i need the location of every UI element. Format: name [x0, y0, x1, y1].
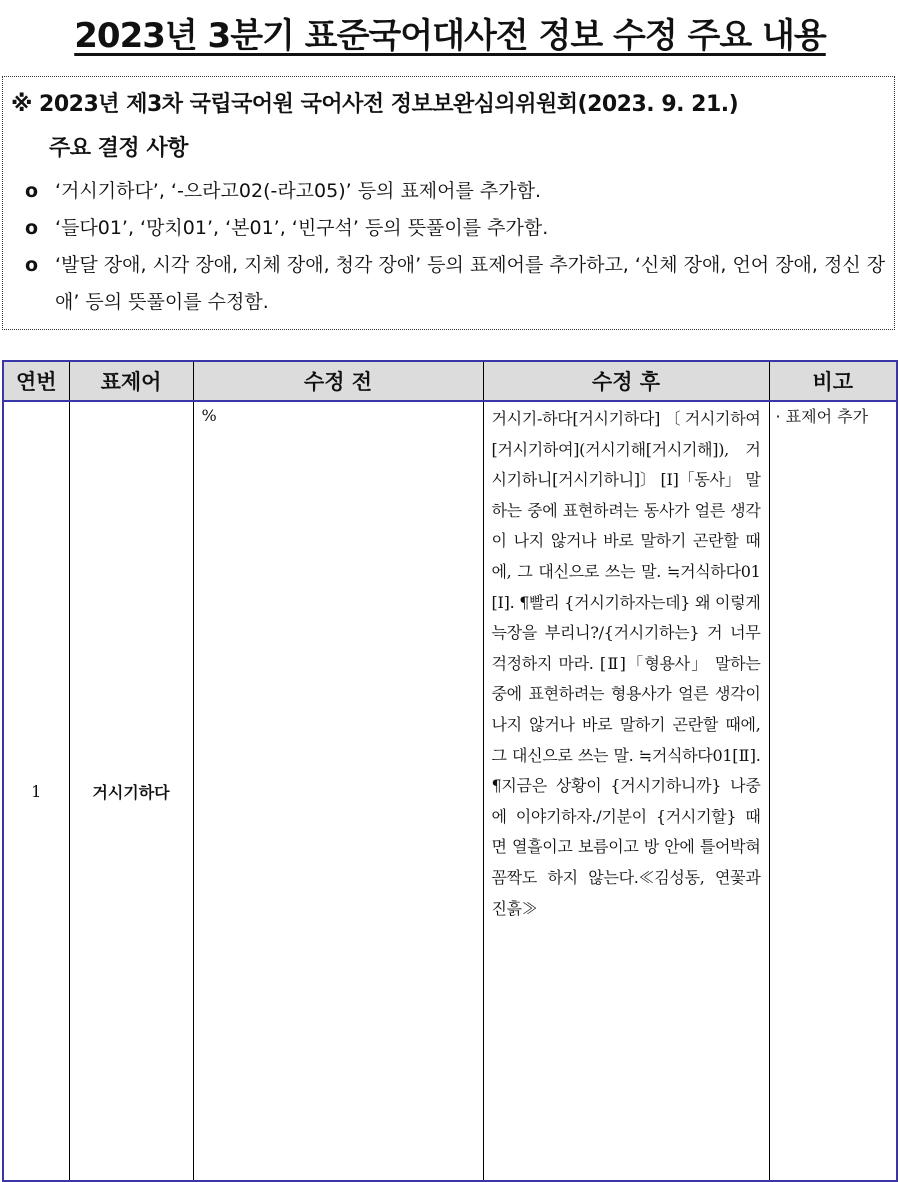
header-before: 수정 전 [193, 361, 483, 401]
summary-bullet [25, 247, 891, 321]
decision-summary-box [2, 76, 895, 330]
cell-no: 1 [3, 401, 69, 1181]
bullet-text: ‘거시기하다’, ‘-으라고02(-라고05)’ 등의 표제어를 추가함. [55, 180, 542, 202]
cell-headword: 거시기하다 [69, 401, 193, 1181]
revision-table [2, 360, 898, 1182]
table-header-row [3, 361, 897, 401]
table-row [3, 401, 897, 1181]
summary-heading [11, 83, 891, 171]
bullet-mark: o [25, 217, 39, 239]
summary-bullet [25, 173, 891, 210]
summary-bullet-list [25, 173, 891, 321]
bullet-mark: o [25, 254, 39, 276]
page-title: 2023년 3분기 표준국어대사전 정보 수정 주요 내용 [74, 16, 826, 56]
header-note: 비고 [769, 361, 897, 401]
bullet-mark: o [25, 180, 39, 202]
summary-heading-line2: 주요 결정 사항 [49, 136, 188, 161]
header-no: 연번 [3, 361, 69, 401]
bullet-text: ‘발달 장애, 시각 장애, 지체 장애, 청각 장애’ 등의 표제어를 추가하고, ‘신체 장애, 언어 장애, 정신 장애’ 등의 뜻풀이를 수정함. [55, 254, 886, 313]
summary-heading-line1: ※ 2023년 제3차 국립국어원 국어사전 정보보완심의위원회(2023. 9. 21.) [11, 92, 739, 117]
header-headword: 표제어 [69, 361, 193, 401]
cell-before: % [193, 401, 483, 1181]
bullet-text: ‘들다01’, ‘망치01’, ‘본01’, ‘빈구석’ 등의 뜻풀이를 추가함. [55, 217, 549, 239]
header-after: 수정 후 [483, 361, 769, 401]
summary-bullet [25, 210, 891, 247]
cell-after: 거시기-하다[거시기하다]〔거시기하여[거시기하여](거시기해[거시기해]), 거시기하니[거시기하니]〕 [Ⅰ]「동사」 말하는 중에 표현하려는 동사가 얼른 생각이 나지 않거나 바로 말하기 곤란할 때에, 그 대신으로 쓰는 말. ≒거식하다01[Ⅰ]. ¶빨리 {거시기하자는데} 왜 이렇게 늑장을 부리니?/{거시기하는} 거 너무 걱정하지 마라. [Ⅱ]「형용사」 말하는 중에 표현하려는 형용사가 얼른 생각이 나지 않거나 바로 말하기 곤란할 때에, 그 대신으로 쓰는 말. ≒거식하다01[Ⅱ]. ¶지금은 상황이 {거시기하니까} 나중에 이야기하자./기분이 {거시기할} 때면 열흘이고 보름이고 방 안에 틀어박혀 꼼짝도 하지 않는다.≪김성동, 연꽃과 진흙≫ [483, 401, 769, 1181]
cell-note: · 표제어 추가 [769, 401, 897, 1181]
